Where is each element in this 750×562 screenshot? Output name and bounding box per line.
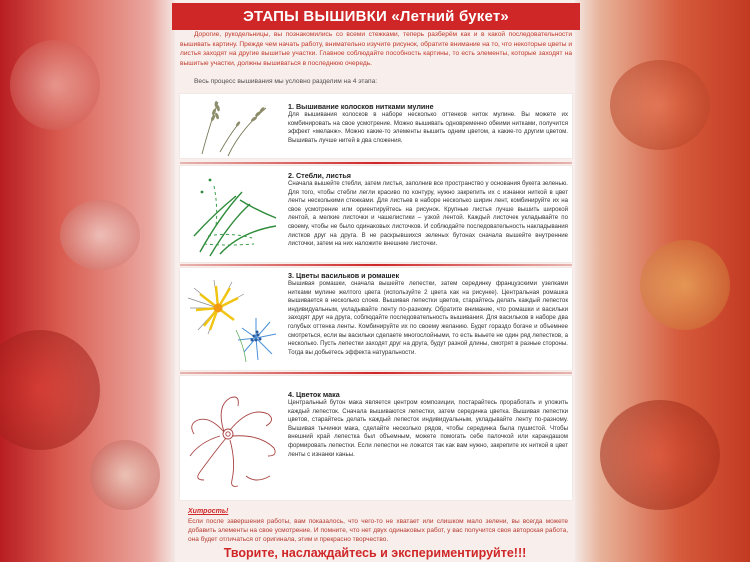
stage-4-text: Центральный бутон мака является центром композиции, постарайтесь проработать и уложить каждый лепесток. Сначала вышиваются лепестки, затем серединка цветка. Вышивая лепестки цветов, старайтесь делать каждый лепесток индивидуальным, укладывайте ленту по-разному. Вышивая тычинки мака, сделайте несколько рядов, чтобы серединка была пушистой. Чтобы внешний край лепестка был объемным, можете помогать себе палочкой или карандашом формировать лепестки. Если лепестки не ложатся так как вам нужно, закрепите их ниткой в цвет ленты с изнанки каньы. <box>288 399 568 458</box>
poppy-drawing <box>180 376 284 500</box>
tip-title: Хитрость! <box>188 508 229 515</box>
page-title: ЭТАПЫ ВЫШИВКИ «Летний букет» <box>172 3 580 30</box>
stage-1-text: Для вышивания колосков в наборе несколько оттенков ниток мулине. Вы можете их комбинировать на свое усмотрение. Можно вышивать одновременно обеими нитками, получится эффект «меланж». Можно какие-то элементы вышить одним цветом, а какие-то другим цветом. Вышивать лучше нитей в два сложения. <box>288 111 568 144</box>
closing-slogan: Творите, наслаждайтесь и экспериментируйте!!! <box>223 546 527 560</box>
stage-3-text: Вышивая ромашки, сначала вышейте лепестки, затем серединку французскими узелками нитками мулине желтого цвета (используйте 2 цвета как на рисунке). Центральная ромашка вышивается в несколько слоев. Вышивая лепестки цветов, старайтесь делать каждый лепесток индивидуальным, укладывайте ленту по-разному. Обратите внимание, что ромашки и васильки заходят друг на друга, соблюдайте последовательность вышивания. Для васильков в наборе два голубых оттенка ленты. Комбинируйте их по своему желанию. Будет гораздо богаче и объемнее смотреться, если вы васильки сделаете многослойными, то есть выьете не один ряд лепестков, а несколько. Пусть лепестки заходят друг на друга, будут разной длины, смотрят в разные стороны. Тогда вы добьетесь эффекта натуральности. <box>288 280 568 356</box>
daisy-cornflower-drawing <box>180 268 284 370</box>
stage-3 <box>180 268 572 370</box>
wheat-ears-drawing <box>180 94 284 158</box>
stage-4 <box>180 376 572 500</box>
stages-lead: Весь процесс вышивания мы условно разделим на 4 этапа: <box>194 78 378 85</box>
divider <box>180 162 572 164</box>
stage-4-title: 4. Цветок мака <box>288 390 340 399</box>
tip-text: Если после завершения работы, вам показалось, что чего-то не хватает или слишком мало зелени, вы всегда можете добавить элементы на свое усмотрение. И помните, что нет двух одинаковых работ, у вас получится своя авторская работа, она будет отличаться от оригинала, этим и прекрасно творчество. <box>188 518 568 544</box>
stage-2 <box>180 166 572 262</box>
divider <box>180 372 572 374</box>
stage-1-title: 1. Вышивание колосков нитками мулине <box>288 102 434 111</box>
intro-text: Дорогие, рукодельницы, вы познакомились со всеми стежками, теперь разберём как и в какой последовательности вышивать картину. Прежде чем начать работу, внимательно изучите рисунок, обратите внимание на то, что некоторые цветы и листья заходят на другие вышитые участки. Главное соблюдайте пособность картины, то есть элементы, которые заходят на вышитые участки, должны вышиваться в последнюю очередь. <box>180 31 572 67</box>
stage-2-title: 2. Стебли, листья <box>288 171 351 180</box>
stage-3-title: 3. Цветы васильков и ромашек <box>288 271 400 280</box>
stems-leaves-drawing <box>180 166 284 262</box>
stage-2-text: Сначала вышейте стебли, затем листья, заполнив все пространство у основания букета зеленью. Для того, чтобы стебли легли красиво по контуру, нужно закрепить их с изнанки ниткой в цвет ленты несколькими стежками. Для листьев в наборе несколько ширин лент, комбинируйте их на свое усмотрение или ориентируйтесь на рисунок. Крупные листья лучше вышить широкой лентой, а мелкие листочки и чашелистики – узкой лентой. Каждый листочек укладывайте по своему, чтобы не было одинаковых листочков. И соблюдайте последовательность накладывания листков друг на друга. В не раскрывшихся зеленых бутонах сначала вышейте внутренние листочки, затем на них наложите внешние листочки. <box>288 180 568 248</box>
divider <box>180 264 572 266</box>
stage-1 <box>180 94 572 158</box>
